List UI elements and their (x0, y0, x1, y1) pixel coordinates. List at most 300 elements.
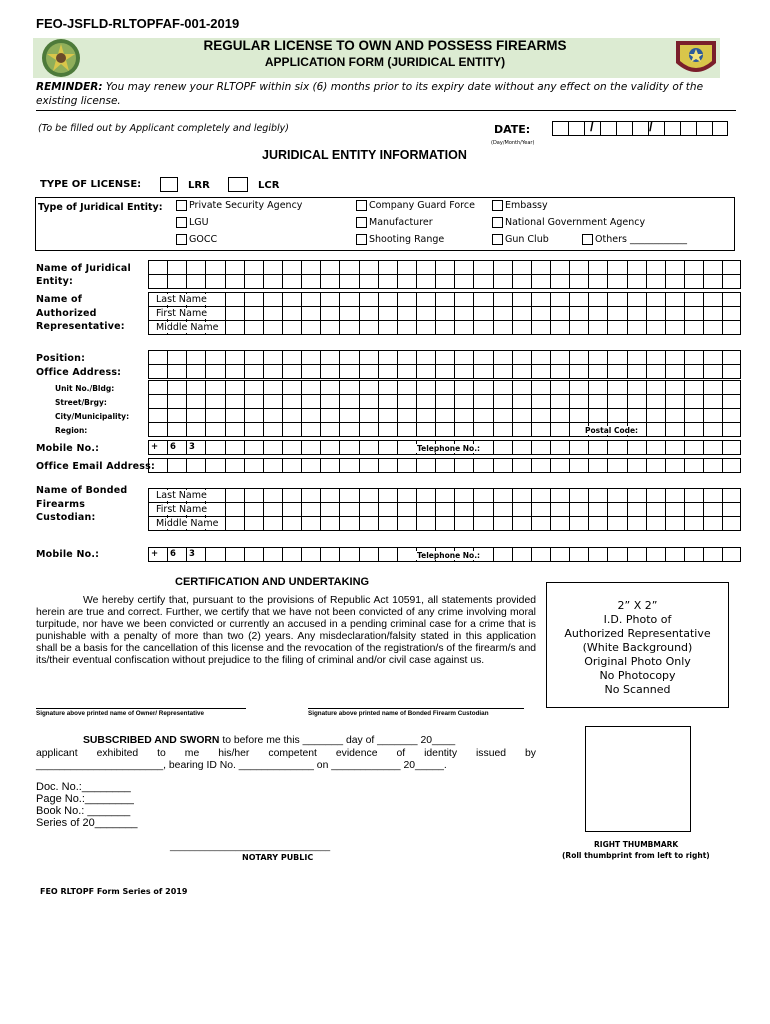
char-cell[interactable] (627, 320, 646, 335)
char-cell[interactable] (397, 488, 416, 503)
char-cell[interactable] (646, 320, 665, 335)
city-input[interactable] (148, 408, 741, 423)
char-cell[interactable] (301, 408, 320, 423)
office-address-input[interactable] (148, 364, 741, 379)
char-cell[interactable] (703, 274, 722, 289)
char-cell[interactable] (205, 408, 224, 423)
char-cell[interactable] (397, 320, 416, 335)
char-cell[interactable] (186, 458, 205, 473)
char-cell[interactable] (320, 516, 339, 531)
char-cell[interactable] (531, 260, 550, 275)
char-cell[interactable] (339, 458, 358, 473)
char-cell[interactable] (684, 547, 703, 562)
char-cell[interactable] (703, 394, 722, 409)
char-cell[interactable] (550, 394, 569, 409)
char-cell[interactable] (627, 488, 646, 503)
char-cell[interactable] (167, 260, 186, 275)
char-cell[interactable] (646, 380, 665, 395)
char-cell[interactable] (454, 292, 473, 307)
char-cell[interactable] (244, 292, 263, 307)
char-cell[interactable] (607, 394, 626, 409)
char-cell[interactable] (148, 260, 167, 275)
char-cell[interactable] (531, 422, 550, 437)
char-cell[interactable] (684, 306, 703, 321)
char-cell[interactable] (588, 440, 607, 455)
char-cell[interactable] (454, 306, 473, 321)
char-cell[interactable] (339, 440, 358, 455)
char-cell[interactable] (703, 502, 722, 517)
char-cell[interactable] (665, 320, 684, 335)
char-cell[interactable] (416, 380, 435, 395)
checkbox-icon[interactable] (356, 234, 367, 245)
char-cell[interactable] (569, 394, 588, 409)
char-cell[interactable] (454, 350, 473, 365)
char-cell[interactable] (665, 292, 684, 307)
char-cell[interactable] (588, 260, 607, 275)
position-input[interactable] (148, 350, 741, 365)
char-cell[interactable] (588, 408, 607, 423)
char-cell[interactable] (454, 380, 473, 395)
checkbox-icon[interactable] (492, 217, 503, 228)
char-cell[interactable] (512, 502, 531, 517)
char-cell[interactable] (646, 350, 665, 365)
char-cell[interactable] (722, 320, 741, 335)
char-cell[interactable] (186, 274, 205, 289)
char-cell[interactable] (282, 260, 301, 275)
char-cell[interactable] (588, 306, 607, 321)
char-cell[interactable] (167, 380, 186, 395)
char-cell[interactable] (282, 394, 301, 409)
char-cell[interactable] (282, 350, 301, 365)
char-cell[interactable] (512, 306, 531, 321)
char-cell[interactable] (378, 274, 397, 289)
char-cell[interactable] (684, 502, 703, 517)
char-cell[interactable] (703, 516, 722, 531)
char-cell[interactable] (531, 458, 550, 473)
char-cell[interactable] (339, 502, 358, 517)
char-cell[interactable] (359, 458, 378, 473)
char-cell[interactable] (512, 364, 531, 379)
char-cell[interactable] (493, 320, 512, 335)
char-cell[interactable] (531, 350, 550, 365)
char-cell[interactable] (646, 440, 665, 455)
char-cell[interactable] (512, 440, 531, 455)
bonded-last-name[interactable] (148, 488, 741, 503)
char-cell[interactable] (359, 306, 378, 321)
char-cell[interactable] (703, 547, 722, 562)
char-cell[interactable] (454, 458, 473, 473)
char-cell[interactable] (244, 502, 263, 517)
char-cell[interactable] (244, 408, 263, 423)
char-cell[interactable] (378, 350, 397, 365)
char-cell[interactable] (531, 440, 550, 455)
char-cell[interactable] (550, 350, 569, 365)
char-cell[interactable] (435, 394, 454, 409)
char-cell[interactable] (454, 364, 473, 379)
char-cell[interactable] (665, 364, 684, 379)
char-cell[interactable] (205, 422, 224, 437)
char-cell[interactable] (665, 440, 684, 455)
char-cell[interactable] (167, 394, 186, 409)
char-cell[interactable] (359, 292, 378, 307)
char-cell[interactable] (703, 380, 722, 395)
char-cell[interactable] (397, 274, 416, 289)
char-cell[interactable] (301, 380, 320, 395)
char-cell[interactable] (569, 292, 588, 307)
char-cell[interactable] (167, 408, 186, 423)
char-cell[interactable] (339, 306, 358, 321)
char-cell[interactable] (473, 292, 492, 307)
char-cell[interactable] (703, 364, 722, 379)
char-cell[interactable] (301, 364, 320, 379)
char-cell[interactable] (416, 364, 435, 379)
char-cell[interactable] (588, 458, 607, 473)
char-cell[interactable] (320, 502, 339, 517)
char-cell[interactable] (435, 274, 454, 289)
char-cell[interactable] (148, 422, 167, 437)
char-cell[interactable] (359, 516, 378, 531)
char-cell[interactable] (531, 394, 550, 409)
char-cell[interactable] (493, 306, 512, 321)
char-cell[interactable] (569, 364, 588, 379)
char-cell[interactable] (244, 516, 263, 531)
char-cell[interactable] (550, 320, 569, 335)
char-cell[interactable] (339, 422, 358, 437)
char-cell[interactable] (148, 408, 167, 423)
char-cell[interactable] (435, 422, 454, 437)
char-cell[interactable] (665, 516, 684, 531)
char-cell[interactable] (454, 408, 473, 423)
char-cell[interactable] (588, 350, 607, 365)
char-cell[interactable] (684, 320, 703, 335)
char-cell[interactable] (473, 364, 492, 379)
char-cell[interactable] (531, 547, 550, 562)
char-cell[interactable] (339, 394, 358, 409)
char-cell[interactable] (378, 516, 397, 531)
char-cell[interactable] (607, 320, 626, 335)
char-cell[interactable] (550, 380, 569, 395)
char-cell[interactable] (397, 394, 416, 409)
checkbox-icon[interactable] (176, 234, 187, 245)
char-cell[interactable] (301, 422, 320, 437)
char-cell[interactable] (148, 350, 167, 365)
checkbox-icon[interactable] (492, 234, 503, 245)
char-cell[interactable] (359, 394, 378, 409)
char-cell[interactable] (435, 380, 454, 395)
char-cell[interactable] (416, 292, 435, 307)
char-cell[interactable] (684, 458, 703, 473)
char-cell[interactable] (684, 394, 703, 409)
char-cell[interactable] (339, 274, 358, 289)
char-cell[interactable] (186, 422, 205, 437)
char-cell[interactable] (569, 547, 588, 562)
char-cell[interactable] (205, 380, 224, 395)
char-cell[interactable] (473, 350, 492, 365)
char-cell[interactable] (378, 380, 397, 395)
char-cell[interactable] (244, 306, 263, 321)
checkbox-icon[interactable] (356, 200, 367, 211)
char-cell[interactable] (225, 458, 244, 473)
char-cell[interactable] (703, 260, 722, 275)
char-cell[interactable] (550, 306, 569, 321)
char-cell[interactable] (378, 422, 397, 437)
char-cell[interactable] (627, 458, 646, 473)
char-cell[interactable] (722, 502, 741, 517)
char-cell[interactable] (684, 260, 703, 275)
char-cell[interactable] (665, 260, 684, 275)
char-cell[interactable] (225, 488, 244, 503)
char-cell[interactable] (684, 516, 703, 531)
char-cell[interactable] (205, 274, 224, 289)
char-cell[interactable] (607, 516, 626, 531)
char-cell[interactable] (550, 260, 569, 275)
char-cell[interactable] (282, 292, 301, 307)
bonded-middle-name[interactable] (148, 516, 741, 531)
char-cell[interactable] (493, 274, 512, 289)
char-cell[interactable] (378, 364, 397, 379)
char-cell[interactable] (454, 488, 473, 503)
char-cell[interactable] (473, 306, 492, 321)
char-cell[interactable] (493, 458, 512, 473)
char-cell[interactable] (493, 547, 512, 562)
char-cell[interactable] (282, 488, 301, 503)
char-cell[interactable] (416, 502, 435, 517)
char-cell[interactable] (320, 488, 339, 503)
char-cell[interactable] (531, 274, 550, 289)
char-cell[interactable] (722, 422, 741, 437)
char-cell[interactable] (512, 488, 531, 503)
char-cell[interactable] (607, 380, 626, 395)
char-cell[interactable] (531, 320, 550, 335)
char-cell[interactable] (416, 274, 435, 289)
char-cell[interactable] (512, 547, 531, 562)
char-cell[interactable] (148, 394, 167, 409)
char-cell[interactable] (244, 350, 263, 365)
char-cell[interactable] (301, 394, 320, 409)
char-cell[interactable] (569, 380, 588, 395)
opt-embassy[interactable] (492, 200, 548, 211)
char-cell[interactable] (378, 488, 397, 503)
char-cell[interactable] (339, 292, 358, 307)
char-cell[interactable] (665, 274, 684, 289)
char-cell[interactable] (665, 306, 684, 321)
opt-lgu[interactable] (176, 217, 209, 228)
char-cell[interactable] (435, 306, 454, 321)
char-cell[interactable] (512, 422, 531, 437)
char-cell[interactable] (282, 274, 301, 289)
char-cell[interactable] (167, 458, 186, 473)
char-cell[interactable] (512, 516, 531, 531)
auth-first-name[interactable] (148, 306, 741, 321)
char-cell[interactable] (397, 306, 416, 321)
opt-company-guard[interactable] (356, 200, 475, 211)
char-cell[interactable] (359, 260, 378, 275)
char-cell[interactable] (627, 292, 646, 307)
char-cell[interactable] (167, 422, 186, 437)
char-cell[interactable] (493, 292, 512, 307)
char-cell[interactable] (339, 516, 358, 531)
char-cell[interactable] (359, 350, 378, 365)
char-cell[interactable] (320, 422, 339, 437)
char-cell[interactable] (665, 394, 684, 409)
char-cell[interactable] (627, 274, 646, 289)
char-cell[interactable] (339, 547, 358, 562)
char-cell[interactable] (473, 320, 492, 335)
char-cell[interactable] (282, 306, 301, 321)
office-email-input[interactable] (148, 458, 741, 473)
char-cell[interactable] (684, 292, 703, 307)
char-cell[interactable] (416, 320, 435, 335)
char-cell[interactable] (416, 350, 435, 365)
char-cell[interactable] (397, 350, 416, 365)
char-cell[interactable] (588, 502, 607, 517)
char-cell[interactable] (493, 440, 512, 455)
char-cell[interactable] (569, 274, 588, 289)
char-cell[interactable] (588, 292, 607, 307)
char-cell[interactable] (646, 306, 665, 321)
char-cell[interactable] (588, 320, 607, 335)
char-cell[interactable] (646, 408, 665, 423)
char-cell[interactable] (301, 502, 320, 517)
checkbox-icon[interactable] (176, 200, 187, 211)
char-cell[interactable] (703, 440, 722, 455)
char-cell[interactable] (550, 458, 569, 473)
char-cell[interactable] (684, 488, 703, 503)
char-cell[interactable] (282, 440, 301, 455)
char-cell[interactable] (301, 488, 320, 503)
char-cell[interactable] (627, 350, 646, 365)
char-cell[interactable] (263, 292, 282, 307)
char-cell[interactable] (722, 440, 741, 455)
char-cell[interactable] (320, 306, 339, 321)
char-cell[interactable] (627, 394, 646, 409)
char-cell[interactable] (722, 274, 741, 289)
char-cell[interactable] (627, 306, 646, 321)
char-cell[interactable] (359, 408, 378, 423)
char-cell[interactable] (244, 422, 263, 437)
char-cell[interactable] (282, 458, 301, 473)
opt-national-gov[interactable] (492, 217, 645, 228)
char-cell[interactable] (301, 306, 320, 321)
char-cell[interactable] (569, 440, 588, 455)
char-cell[interactable] (646, 292, 665, 307)
char-cell[interactable] (588, 516, 607, 531)
char-cell[interactable] (550, 422, 569, 437)
char-cell[interactable] (512, 260, 531, 275)
char-cell[interactable] (225, 364, 244, 379)
char-cell[interactable] (225, 408, 244, 423)
char-cell[interactable] (416, 422, 435, 437)
char-cell[interactable] (397, 364, 416, 379)
char-cell[interactable] (378, 408, 397, 423)
name-entity-row1[interactable] (148, 260, 741, 275)
char-cell[interactable] (569, 458, 588, 473)
char-cell[interactable] (588, 274, 607, 289)
char-cell[interactable] (416, 260, 435, 275)
street-input[interactable] (148, 394, 741, 409)
char-cell[interactable] (205, 547, 224, 562)
char-cell[interactable] (244, 488, 263, 503)
char-cell[interactable] (244, 364, 263, 379)
char-cell[interactable] (512, 320, 531, 335)
char-cell[interactable] (205, 458, 224, 473)
char-cell[interactable] (531, 306, 550, 321)
char-cell[interactable] (320, 440, 339, 455)
char-cell[interactable] (684, 380, 703, 395)
char-cell[interactable] (607, 292, 626, 307)
char-cell[interactable] (282, 516, 301, 531)
char-cell[interactable] (684, 440, 703, 455)
char-cell[interactable] (550, 547, 569, 562)
char-cell[interactable] (722, 458, 741, 473)
char-cell[interactable] (531, 516, 550, 531)
char-cell[interactable] (148, 458, 167, 473)
char-cell[interactable] (378, 440, 397, 455)
char-cell[interactable] (607, 408, 626, 423)
char-cell[interactable] (186, 408, 205, 423)
unit-input[interactable] (148, 380, 741, 395)
char-cell[interactable] (186, 364, 205, 379)
char-cell[interactable] (473, 394, 492, 409)
char-cell[interactable] (186, 380, 205, 395)
char-cell[interactable] (569, 408, 588, 423)
char-cell[interactable] (665, 422, 684, 437)
char-cell[interactable] (205, 440, 224, 455)
char-cell[interactable] (320, 260, 339, 275)
char-cell[interactable] (320, 350, 339, 365)
char-cell[interactable] (531, 380, 550, 395)
char-cell[interactable] (665, 502, 684, 517)
char-cell[interactable] (339, 260, 358, 275)
char-cell[interactable] (397, 516, 416, 531)
char-cell[interactable] (167, 364, 186, 379)
char-cell[interactable] (397, 260, 416, 275)
char-cell[interactable] (378, 547, 397, 562)
char-cell[interactable] (416, 516, 435, 531)
char-cell[interactable] (397, 292, 416, 307)
char-cell[interactable] (722, 394, 741, 409)
char-cell[interactable] (627, 502, 646, 517)
char-cell[interactable] (493, 422, 512, 437)
char-cell[interactable] (435, 260, 454, 275)
char-cell[interactable] (282, 502, 301, 517)
char-cell[interactable] (454, 320, 473, 335)
char-cell[interactable] (225, 260, 244, 275)
char-cell[interactable] (435, 320, 454, 335)
char-cell[interactable] (512, 292, 531, 307)
char-cell[interactable] (588, 380, 607, 395)
char-cell[interactable] (301, 350, 320, 365)
char-cell[interactable] (646, 422, 665, 437)
char-cell[interactable] (263, 364, 282, 379)
char-cell[interactable] (225, 380, 244, 395)
opt-gun-club[interactable] (492, 234, 549, 245)
char-cell[interactable] (263, 488, 282, 503)
char-cell[interactable] (205, 364, 224, 379)
char-cell[interactable] (646, 502, 665, 517)
opt-manufacturer[interactable] (356, 217, 433, 228)
char-cell[interactable] (722, 350, 741, 365)
char-cell[interactable] (416, 306, 435, 321)
checkbox-icon[interactable] (356, 217, 367, 228)
char-cell[interactable] (301, 320, 320, 335)
opt-others[interactable] (582, 234, 687, 245)
char-cell[interactable] (607, 488, 626, 503)
char-cell[interactable] (550, 408, 569, 423)
char-cell[interactable] (282, 547, 301, 562)
char-cell[interactable] (263, 422, 282, 437)
char-cell[interactable] (263, 260, 282, 275)
